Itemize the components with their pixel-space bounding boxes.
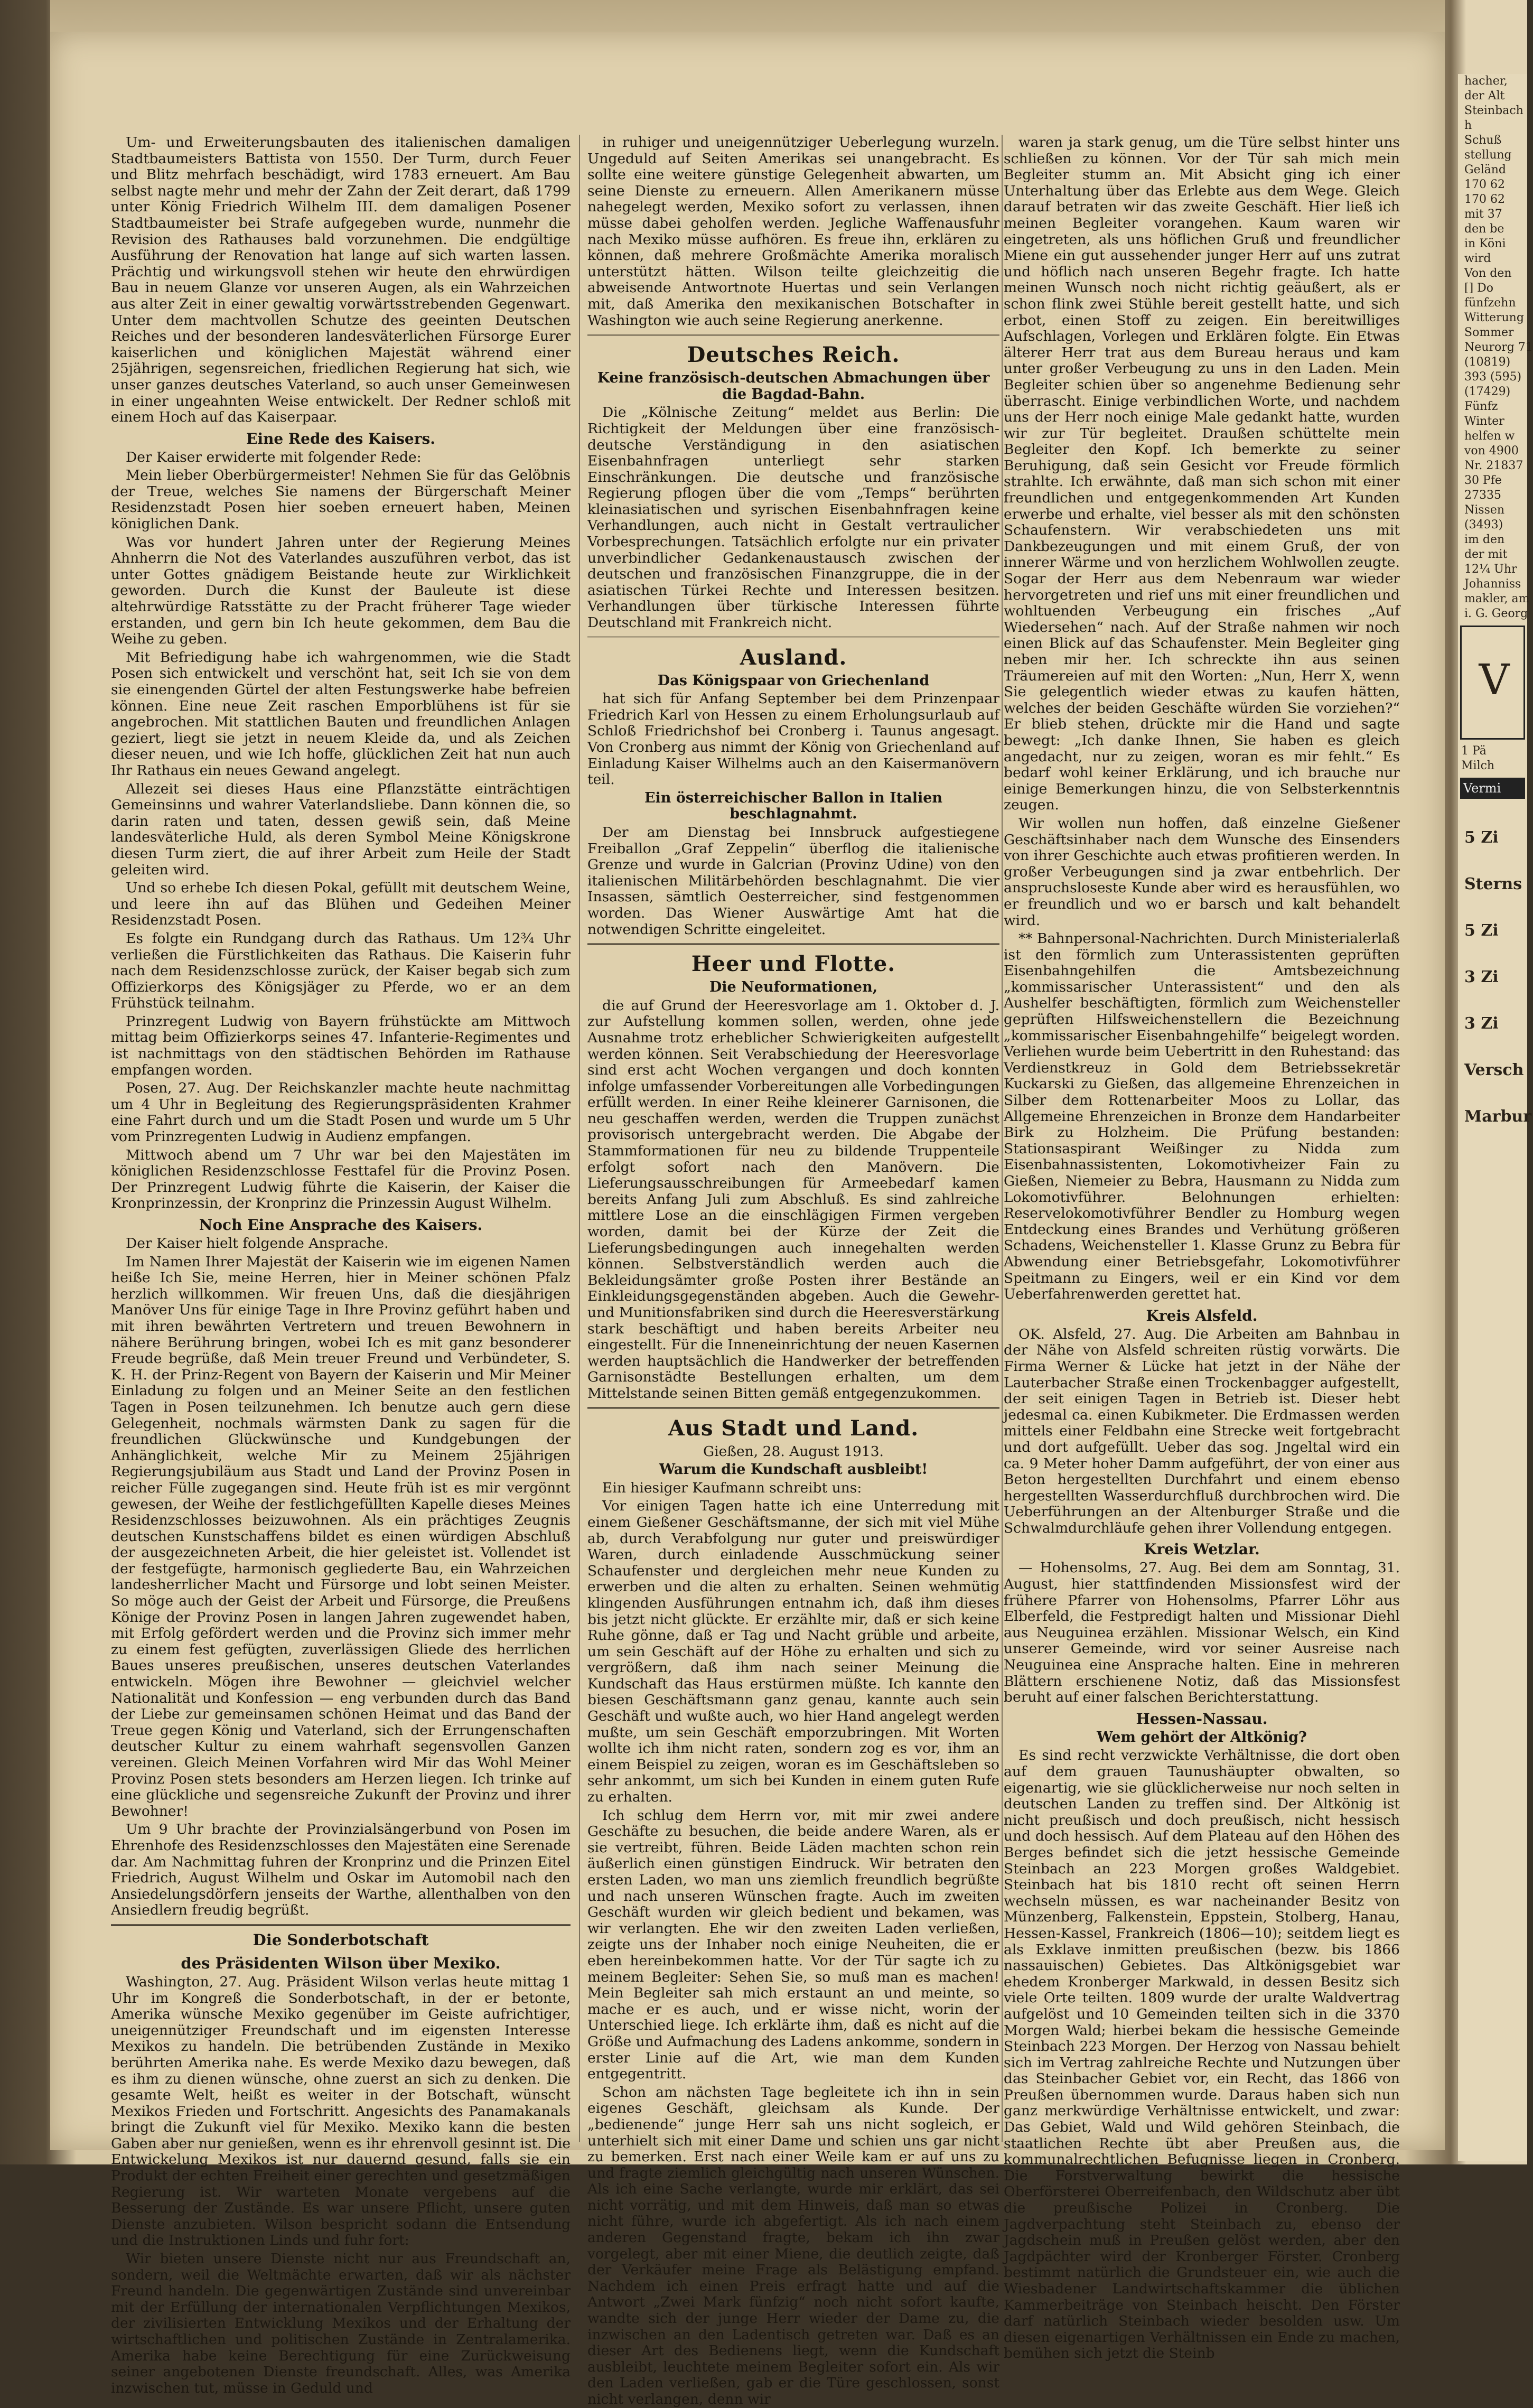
article-text: hat sich für Anfang September bei dem Prinzenpaar Friedrich Karl von Hessen zu einem Erholungsurlaub auf Schloß Friedrichshof bei Cronberg i. Taunus angesagt. Von Cronberg aus nimmt der König von Griechenland auf Einladung Kaiser Wilhelms auch an den Kaisermanövern teil. xyxy=(587,690,999,788)
classified-ad: 3 Zi xyxy=(1464,968,1499,986)
adjacent-page-line: 170 62 xyxy=(1464,193,1505,206)
article-text: die auf Grund der Heeresvorlage am 1. Oktober d. J. zur Aufstellung kommen sollen, werden, ohne jede Ausnahme trotz erheblicher Schwierigkeiten aufgestellt werden können. Seit Verabschiedung der Heeresvorlage sind erst acht Wochen vergangen und doch konnten infolge umfassender Vorbereitungen alle Vorbedingungen erfüllt werden. In einer Reihe kleinerer Garnisonen, die neu geschaffen werden, werden die Truppen zunächst provisorisch untergebracht werden. Die Abgabe der Stammformationen für neu zu bildende Truppenteile erfolgt sofort nach den Manövern. Die Lieferungsausschreibungen für Armeebedarf kamen bereits Anfang Juli zum Abschluß. Es sind zahlreiche mittlere Lose an die einschlägigen Firmen vergeben worden, damit bei der Kürze der Zeit die Lieferungsbedingungen auch innegehalten werden können. Selbstverständlich werden auch die Bekleidungsämter große Posten ihrer Bestände an Einkleidungsgegenständen abgeben. Auch die Gewehr- und Munitionsfabriken sind durch die Heeresverstärkung stark beschäftigt und haben bereits Arbeiter neu eingestellt. Für die Inneneinrichtung der neuen Kasernen werden hauptsächlich die Handwerker der betreffenden Garnisonstädte Bestellungen erhalten, um dem Mittelstande seinen Bitten gemäß entgegenzukommen. xyxy=(587,997,999,1402)
section-divider xyxy=(587,637,999,638)
headline-ansprache: Noch Eine Ansprache des Kaisers. xyxy=(199,1216,483,1234)
column-rule xyxy=(579,135,580,2142)
article-text: Der Kaiser hielt folgende Ansprache. xyxy=(126,1235,389,1252)
ad-box-sub: Milch xyxy=(1461,759,1495,772)
adjacent-page-line: der Alt xyxy=(1464,89,1505,102)
section-divider xyxy=(587,943,999,945)
adjacent-page-lines xyxy=(1458,74,1533,621)
article-text: ** Bahnpersonal-Nachrichten. Durch Ministerialerlaß ist den förmlich zum Unterassistenten geprüften Eisenbahngehilfen die Amtsbezeichnung „kommissarischer Unterassistent“ und den als Aushelfer beschäftigten, förmlich zum Weichensteller geprüften Hilfsweichenstellern die Bezeichnung „kommissarischer Eisenbahngehilfe“ beigelegt worden. Verliehen wurde beim Uebertritt in den Ruhestand: das Verdienstkreuz in Gold dem Betriebssekretär Kuckarski zu Gießen, das allgemeine Ehrenzeichen in Silber dem Rottenarbeiter Moos zu Lollar, das Allgemeine Ehrenzeichen in Bronze dem Handarbeiter Birk zu Holzheim. Die Prüfung bestanden: Stationsaspirant Weißinger zu Nidda zum Eisenbahnassistenten, Lokomotivheizer Fain zu Gießen, Niemeier zu Bebra, Hausmann zu Nidda zum Lokomotivführer. Belohnungen erhielten: Reservelokomotivführer Bendler zu Homburg wegen Entdeckung eines Brandes und Verhütung größeren Schadens, Weichensteller 1. Klasse Grunz zu Bebra für Abwendung einer Betriebsgefahr, Lokomotivführer Speitmann zu Eingers, weil er ein Kind vor dem Ueberfahrenwerden gerettet hat. xyxy=(1004,930,1400,1303)
headline-wilson-1: Die Sonderbotschaft xyxy=(253,1930,429,1949)
article-text: Ich schlug dem Herrn vor, mit mir zwei andere Geschäfte zu besuchen, die beide andere Waren, als er sie vertreibt, führen. Beide Läden machten schon rein äußerlich einen günstigen Eindruck. Wir betraten den ersten Laden, wo man uns ziemlich freundlich begrüßte und nach unseren Wünschen fragte. Auch im zweiten Geschäft wurden wir gleich bedient und bekamen, was wir verlangten. Ehe wir den zweiten Laden verließen, zeigte uns der Inhaber noch einige Neuheiten, die er eben hereinbekommen hatte. Vor der Tür sagte ich zu meinem Begleiter: Sehen Sie, so muß man es machen! Mein Begleiter sah mich erstaunt an und meinte, so mache er es auch, und er wisse nicht, worin der Unterschied liege. Ich erklärte ihm, daß es nicht auf die Größe und Aufmachung des Ladens ankomme, sondern in erster Linie auf die Art, wie man dem Kunden entgegentritt. xyxy=(587,1807,999,2083)
article-text: Wir wollen nun hoffen, daß einzelne Gießener Geschäftsinhaber nach dem Wunsche des Einsenders von ihrer Geschichte auch etwas profitieren werden. In großer Verbeugungen sind ja zwar entbehrlich. Der anspruchsloseste Kunde aber wird es herausfühlen, wo er freundlich und wo er barsch und kalt behandelt wird. xyxy=(1004,815,1400,929)
adjacent-page-line: Fünfz xyxy=(1464,400,1498,413)
article-text: Schon am nächsten Tage begleitete ich ihn in sein eigenes Geschäft, gleichsam als Kunde. Der „bedienende“ junge Herr sah uns nicht sogleich, er unterhielt sich mit einer Dame und schien uns gar nicht zu bemerken. Erst nach einer Weile kam er auf uns zu und fragte ziemlich gleichgültig nach unseren Wünschen. Als ich eine Sache verlangte, wurde mir erklärt, das sei nicht vorrätig, und mit dem Hinweis, daß man so etwas nicht führe, wurde ich abgefertigt. Als ich nach einem anderen Gegenstand fragte, bekam ich ihn zwar vorgelegt, aber mit einer Miene, die deutlich zeigte, daß der Verkäufer meine Frage als Belästigung empfand. Nachdem ich einen Preis erfragt hatte und auf die Antwort „Zwei Mark fünfzig“ noch nicht sofort kaufte, wandte sich der junge Herr wieder der Dame zu, die inzwischen an den Ladentisch getreten war. Daß es an dieser Art des Bedienens liegt, wenn die Kundschaft ausbleibt, leuchtete meinem Begleiter sofort ein. Als wir den Laden verließen, gab er die Türe geschlossen, sonst nicht verlangen, denn wir xyxy=(587,2084,999,2407)
adjacent-page-line: Johanniss xyxy=(1464,577,1521,591)
classified-ad: Versch xyxy=(1464,1061,1524,1079)
classified-ad: Sterns xyxy=(1464,875,1522,893)
adjacent-page-line: (3493) xyxy=(1464,518,1503,531)
subheadline: Wem gehört der Altkönig? xyxy=(1097,1729,1307,1746)
adjacent-page-line: helfen w xyxy=(1464,430,1515,443)
subheadline: Die Neuformationen, xyxy=(709,979,878,996)
adjacent-page-line: mit 37 xyxy=(1464,208,1502,221)
adjacent-page-line: im den xyxy=(1464,533,1505,546)
classified-header: Vermi xyxy=(1460,778,1525,799)
section-divider xyxy=(111,1924,571,1926)
adjacent-page-line: Sommer xyxy=(1464,326,1514,339)
article-text: Um 9 Uhr brachte der Provinzialsängerbund von Posen im Ehrenhofe des Residenzschlosses den Majestäten eine Serenade dar. Am Nachmittag fuhren der Kronprinz und die Prinzen Eitel Friedrich, August Wilhelm und Oskar im Automobil nach den Ansiedelungsdörfern jenseits der Warthe, allenthalben von den Ansiedlern freudig begrüßt. xyxy=(111,1821,571,1919)
adjacent-page-line: 30 Pfe xyxy=(1464,474,1502,487)
classified-ads xyxy=(1458,828,1532,1126)
section-divider xyxy=(587,1407,999,1409)
classified-ad: 5 Zi xyxy=(1464,921,1499,940)
article-text: Im Namen Ihrer Majestät der Kaiserin wie im eigenen Namen heiße Ich Sie, meine Herren, hier in Meiner schönen Pfalz herzlich willkommen. Wir freuen Uns, daß die diesjährigen Manöver Uns für einige Tage in Ihre Provinz geführt haben und mit ihren bewährten Vertretern und treuen Bewohnern in nähere Berührung bringen, wobei Ich es mit ganz besonderer Freude begrüße, daß Mein treuer Freund und Verbündeter, S. K. H. der Prinz-Regent von Bayern der Kaiserin und Mir Meiner Einladung zu folgen und an Meiner Seite an den festlichen Tagen in Posen teilzunehmen. Ich benutze auch gern diese Gelegenheit, nochmals wärmsten Dank zu sagen für die freundlichen Glückwünsche und Kundgebungen der Anhänglichkeit, welche Mir zu Meinem 25jährigen Regierungsjubiläum aus Stadt und Land der Provinz Posen in reicher Fülle zugegangen sind. Heute früh ist es mir vergönnt gewesen, der Weihe der festlichgefüllten Kapelle dieses Meines Residenzschlosses beizuwohnen. Als ein prächtiges Zeugnis deutschen Kunstschaffens bildet es einen würdigen Abschluß der ausgezeichneten Arbeit, die hier geleistet ist. Vollendet ist der festgefügte, harmonisch gegliederte Bau, ein Wahrzeichen landesherrlicher Macht und Fürsorge und lobt seinen Meister. So möge auch der Geist der Arbeit und Fürsorge, die Preußens Könige der Provinz Posen in langen Jahren zugewendet haben, mit Erfolg gefördert werden und die Provinz sich immer mehr zu einem fest gefügten, zuverlässigen Gliede des herrlichen Baues unseres preußischen, unseres deutschen Vaterlandes entwickeln. Mögen ihre Bewohner — gleichviel welcher Nationalität und Konfession — eng verbunden durch das Band der Liebe zur gemeinsamen schönen Heimat und das Band der Treue gegen König und Vaterland, sich der Errungenschaften deutscher Kultur zu einem wahrhaft segensvollen Ganzen vereinen. Gleich Meinen Vorfahren wird Mir das Wohl Meiner Provinz Posen stets besonders am Herzen liegen. Ich trinke auf eine glückliche und segensreiche Zukunft der Provinz und ihrer Bewohner! xyxy=(111,1253,571,1819)
adjacent-page-line: fünfzehn xyxy=(1464,296,1516,310)
headline-wilson-2: des Präsidenten Wilson über Mexiko. xyxy=(181,1954,501,1972)
headline-nassau: Hessen-Nassau. xyxy=(1136,1710,1268,1728)
adjacent-page-line: (17429) xyxy=(1464,385,1511,398)
article-text: Mit Befriedigung habe ich wahrgenommen, wie die Stadt Posen sich entwickelt und verschönt hat, seit Ich sie von dem sie einengenden Gürtel der alten Festungswerke habe befreien können. Eine neue Zeit raschen Emporblühens ist für sie angebrochen. Mit stattlichen Bauten und freundlichen Anlagen geziert, liegt sie jetzt in neuem Kleide da, und als Zeichen dieser neuen, und wie Ich hoffe, glücklichen Zeit hat nun auch Ihr Rathaus ein neues Gewand angelegt. xyxy=(111,649,571,779)
adjacent-page-line: Nr. 21837 xyxy=(1464,459,1523,472)
article-text: in ruhiger und uneigennütziger Ueberlegung wurzeln. Ungeduld auf Seiten Amerikas sei unangebracht. Es sollte eine weitere günstige Gelegenheit abwarten, um seine Dienste zu erneuern. Allen Amerikanern müsse nahegelegt werden, Mexiko sofort zu verlassen, ihnen müsse dabei geholfen werden. Jegliche Waffenausfuhr nach Mexiko müsse aufhören. Es freue ihn, erklären zu können, daß mehrere Großmächte Amerika moralisch unterstützt hätten. Wilson teilte gleichzeitig die abweisende Antwortnote Huertas und sein Verlangen mit, daß Amerika den mexikanischen Botschafter in Washington wie auch seine Regierung anerkenne. xyxy=(587,134,999,329)
adjacent-page-line: wird xyxy=(1464,252,1491,265)
adjacent-page-line: den be xyxy=(1464,222,1504,236)
section-title-reich: Deutsches Reich. xyxy=(687,342,900,368)
article-text: Der am Dienstag bei Innsbruck aufgestiegene Freiballon „Graf Zeppelin“ überflog die italienische Grenze und wurde in Galcrian (Provinz Udine) von den italienischen Militärbehörden beschlagnahmt. Die vier Insassen, sämtlich Oesterreicher, sind festgenommen worden. Das Wiener Auswärtige Amt hat die notwendigen Schritte eingeleitet. xyxy=(587,824,999,938)
article-text: — Hohensolms, 27. Aug. Bei dem am Sonntag, 31. August, hier stattfindenden Missionsfest wird der frühere Pfarrer von Hohensolms, Pfarrer Löhr aus Elberfeld, die Festpredigt halten und Missionar Diehl aus Neuguinea erzählen. Missionar Welsch, ein Kind unserer Gemeinde, wird vor seiner Ausreise nach Neuguinea eine Ansprache halten. Eine in mehreren Blättern erschienene Notiz, daß das Missionsfest beruht auf einer falschen Berichterstattung. xyxy=(1004,1560,1400,1706)
adjacent-page-line: (10819) xyxy=(1464,356,1511,369)
adjacent-page-line: stellung xyxy=(1464,148,1512,162)
adjacent-page-line: Winter xyxy=(1464,415,1504,428)
adjacent-page-line: makler, am xyxy=(1464,592,1530,605)
section-title-stadt: Aus Stadt und Land. xyxy=(668,1415,919,1441)
adjacent-page-line: i. G. Georg xyxy=(1464,607,1528,620)
subheadline: Ein österreichischer Ballon in Italien beschlagnahmt. xyxy=(644,789,943,823)
adjacent-page-line: Nissen xyxy=(1464,503,1505,517)
adjacent-page-strip xyxy=(1458,74,1533,2161)
article-text: Was vor hundert Jahren unter der Regierung Meines Ahnherrn die Not des Vaterlandes auszuführen verbot, das ist unter Gottes gnädigem Beistande heute zur Wirklichkeit geworden. Durch die Kunst der Bauleute ist diese altehrwürdige Ratsstätte zu der Pracht früherer Tage wieder erstanden, und gern bin Ich heute gekommen, dem Bau die Weihe zu geben. xyxy=(111,534,571,648)
adjacent-page-line: h xyxy=(1464,119,1472,132)
section-title-ausland: Ausland. xyxy=(740,645,847,670)
adjacent-page-line: 27335 xyxy=(1464,489,1501,502)
adjacent-page-line: 12¼ Uhr xyxy=(1464,563,1517,576)
ad-box-letter: V xyxy=(1479,655,1510,704)
column-rule xyxy=(1002,135,1003,2142)
article-text: Mein lieber Oberbürgermeister! Nehmen Sie für das Gelöbnis der Treue, welches Sie namens der Bürgerschaft Meiner Residenzstadt Posen hier soeben erneuert haben, Meinen königlichen Dank. xyxy=(111,467,571,533)
ad-box-sub: 1 Pä xyxy=(1461,744,1487,758)
article-text: Ein hiesiger Kaufmann schreibt uns: xyxy=(602,1479,862,1496)
adjacent-page-line: 170 62 xyxy=(1464,178,1505,191)
section-title-heer: Heer und Flotte. xyxy=(691,951,896,977)
section-divider xyxy=(587,334,999,335)
classified-ad: Marbur xyxy=(1464,1107,1532,1126)
article-text: Der Kaiser erwiderte mit folgender Rede: xyxy=(126,449,422,465)
adjacent-page-line: Von den xyxy=(1464,267,1512,280)
headline-rede: Eine Rede des Kaisers. xyxy=(246,430,435,447)
article-text: Washington, 27. Aug. Präsident Wilson verlas heute mittag 1 Uhr im Kongreß die Sonderbotschaft, in der er betonte, Amerika wünsche Mexiko gegenüber im Geiste aufrichtiger, uneigennütziger Freundschaft und im eigensten Interesse Mexikos zu handeln. Die betrübenden Zustände in Mexiko berührten Amerika nahe. Es werde Mexiko dazu bewegen, daß es ihm zu dienen wünsche, ohne zuerst an sich zu denken. Die gesamte Welt, heißt es weiter in der Botschaft, wünscht Mexikos Frieden und Fortschritt. Angesichts des Panamakanals bringt die Zukunft viel für Mexiko. Mexiko kann die besten Gaben aber nur genießen, wenn es ihr ehrenvoll gesinnt ist. Die Entwickelung Mexikos ist nur dauernd gesund, falls sie ein Produkt der echten Freiheit einer gerechten und gesetzmäßigen Regierung ist. Wir warteten Monate vergebens auf die Besserung der Zustände. Es war unsere Pflicht, unsere guten Dienste anzubieten. Wilson bespricht sodann die Entsendung und die Instruktionen Linds und fuhr fort: xyxy=(111,1973,571,2249)
article-text: Die „Kölnische Zeitung“ meldet aus Berlin: Die Richtigkeit der Meldungen über eine französisch-deutsche Verständigung in den asiatischen Eisenbahnfragen unterliegt sehr starken Einschränkungen. Die deutsche und französische Regierung pflogen über die vom „Temps“ berührten kleinasiatischen und syrischen Eisenbahnfragen keine Verhandlungen, auch nicht in Gestalt vertraulicher Vorbesprechungen. Tatsächlich erfolgte nur ein privater unverbindlicher Gedankenaustausch zwischen der deutschen und französischen Finanzgruppe, die in der asiatischen Türkei Rechte und Interessen besitzen. Verhandlungen über türkische Interessen führte Deutschland mit Frankreich nicht. xyxy=(587,404,999,631)
headline-alsfeld: Kreis Alsfeld. xyxy=(1146,1306,1258,1324)
classified-ad: 3 Zi xyxy=(1464,1014,1499,1033)
article-text: Und so erhebe Ich diesen Pokal, gefüllt mit deutschem Weine, und leere ihn auf das Blühen und Gedeihen Meiner Residenzstadt Posen. xyxy=(111,880,571,929)
article-text: Vor einigen Tagen hatte ich eine Unterredung mit einem Gießener Geschäftsmanne, der sich mit viel Mühe ab, durch Verabfolgung nur guter und preiswürdiger Waren, durch einladende Ausschmückung seiner Schaufenster und dergleichen mehr neue Kunden zu erwerben und die alten zu erhalten. Seinen wehmütig klingenden Ausführungen entnahm ich, daß ihm dieses bis jetzt nicht glückte. Er erzählte mir, daß er sich keine Ruhe gönne, daß er Tag und Nacht grüble und arbeite, um sein Geschäft auf der Höhe zu erhalten und sich zu vergrößern, daß ihm nach seiner Meinung die Kundschaft das Haus erstürmen müßte. Ich kannte den biesen Geschäftsmann ganz genau, kannte auch sein Geschäft und wußte auch, wo hier Hand angelegt werden mußte, um sein Geschäft emporzubringen. Mit Worten wollte ich ihm nicht raten, sondern zog es vor, ihm an einem Beispiel zu zeigen, woran es im Geschäftsleben so sehr ankommt, um sich bei Kunden in einem guten Rufe zu erhalten. xyxy=(587,1498,999,1806)
adjacent-page-line: Neurorg 71 xyxy=(1464,341,1533,354)
adjacent-page-line: [] Do xyxy=(1464,282,1494,295)
adjacent-page-line: Steinbach xyxy=(1464,104,1523,117)
article-text: OK. Alsfeld, 27. Aug. Die Arbeiten am Bahnbau in der Nähe von Alsfeld schreiten rüstig vorwärts. Die Firma Werner & Lücke hat jetzt in der Nähe der Lauterbacher Straße einen Trockenbagger aufgestellt, der seit einigen Tagen in Betrieb ist. Dieser hebt jedesmal ca. einen Kubikmeter. Die Erdmassen werden mittels einer Feldbahn eine Strecke weit fortgebracht und dort aufgefüllt. Ueber das sog. Jngeltal wird ein ca. 9 Meter hoher Damm aufgeführt, der von einer aus Beton hergestellten Durchfahrt und einem ebenso hergestellten Wasserdurchfluß durchbrochen wird. Die Ueberführungen an der Altenburger Straße und die Schwalmdurchläufe gehen ihrer Vollendung entgegen. xyxy=(1004,1326,1400,1536)
article-text: waren ja stark genug, um die Türe selbst hinter uns schließen zu können. Vor der Tür sah mich mein Begleiter stumm an. Mit Absicht ging ich einer Unterhaltung über das Erlebte aus dem Wege. Gleich darauf betraten wir das zweite Geschäft. Hier ließ ich meinen Begleiter vorangehen. Kaum waren wir eingetreten, als uns höflichen Gruß und freundlicher Miene ein gut aussehender junger Herr auf uns zutrat und höflich nach unseren Begehr fragte. Ich hatte meinen Wunsch noch nicht richtig geäußert, als er schon flink zwei Stühle bereit gestellt hatte, und sich erbot, einen Stoff zu zeigen. Ein bereitwilliges Aufschlagen, Vorlegen und Erklären folgte. Ein Etwas älterer Herr trat aus dem Bureau heraus und kam unter großer Verbeugung zu uns in den Laden. Mein Begleiter schien über so angenehme Bedienung sehr überrascht. Einige verbindlichen Worte, und nachdem uns der Herr noch einige Male gedankt hatte, wurden wir zur Tür begleitet. Draußen schüttelte mein Begleiter den Kopf. Ich bemerkte zu seiner Beruhigung, daß sein Gesicht vor Freude förmlich strahlte. Ich erwähnte, daß man sich schon mit einer freundlichen und entgegenkommenden Art Kunden erwerbe und erhalte, viel besser als mit den schönsten Schaufenstern. Wir verabschiedeten uns mit Dankbezeugungen und mit einem Gruß, der von innerer Wärme und von herzlichem Wohlwollen zeugte. Sogar der Herr aus dem Nebenraum war wieder hervorgetreten und rief uns mit einer freundlichen und wohltuenden Verbeugung ein frisches „Auf Wiedersehen“ nach. Auf der Straße nahmen wir noch einen Blick auf das Schaufenster. Mein Begleiter ging neben mir her. Ich schreckte ihn aus seinen Träumereien auf mit den Worten: „Nun, Herr X, wenn Sie gelegentlich wieder etwas zu kaufen hätten, welches der beiden Geschäfte würden Sie vorziehen?“ Er blieb stehen, drückte mir die Hand und sagte bewegt: „Ich danke Ihnen, Sie haben es gleich angedacht, nur zu zeigen, woran es mir fehlt.“ Es bedarf wohl keiner Erklärung, und ich brauche nur einige Bemerkungen hinzu, die von Selbsterkenntnis zeugen. xyxy=(1004,134,1400,814)
dateline: Gießen, 28. August 1913. xyxy=(703,1443,884,1460)
column-3 xyxy=(1004,134,1400,2362)
adjacent-page-line: Geländ xyxy=(1464,163,1506,176)
classified-ad: 5 Zi xyxy=(1464,828,1499,847)
adjacent-page-line: der mit xyxy=(1464,548,1508,561)
column-2 xyxy=(587,134,999,2407)
column-1 xyxy=(111,134,571,2396)
adjacent-page-line: hacher, xyxy=(1464,74,1508,88)
subheadline: Das Königspaar von Griechenland xyxy=(657,672,930,689)
subheadline: Warum die Kundschaft ausbleibt! xyxy=(659,1461,928,1478)
article-text: Allezeit sei dieses Haus eine Pflanzstätte einträchtigen Gemeinsinns und wahrer Vaterlandsliebe. Dann können die, so darin raten und taten, dessen gewiß sein, daß Meine landesväterliche Huld, als deren Symbol Meine Königskrone diesen Turm ziert, die auf ihrer Arbeit zum Heile der Stadt geleiten wird. xyxy=(111,780,571,878)
adjacent-page-line: in Köni xyxy=(1464,237,1506,250)
adjacent-page-line: von 4900 xyxy=(1464,444,1519,458)
article-text: Es sind recht verzwickte Verhältnisse, die dort oben auf dem grauen Taunushäupter obwalten, so eigenartig, wie sie glücklicherweise nur noch selten in deutschen Landen zu treffen sind. Der Altkönig ist nicht preußisch und doch preußisch, nicht hessisch und doch hessisch. Auf dem Plateau auf den Höhen des Berges befindet sich die jetzt hessische Gemeinde Steinbach an 223 Morgen großes Waldgebiet. Steinbach hat bis 1810 recht oft seinen Herrn wechseln müssen, es war nacheinander Besitz von Münzenberg, Falkenstein, Eppstein, Stolberg, Hanau, Hessen-Kassel, Frankreich (1806—10); seitdem liegt es als Exklave inmitten preußischen (bezw. bis 1866 nassauischen) Gebietes. Das Altkönigsgebiet war ehedem Kronberger Markwald, in dessen Besitz sich viele Orte teilten. 1809 wurde der uralte Waldvertrag aufgelöst und 10 Gemeinden teilten sich in die 3370 Morgen Wald; hierbei bekam die hessische Gemeinde Steinbach 223 Morgen. Der Herzog von Nassau behielt sich im Vertrag zahlreiche Rechte und Nutzungen über das Steinbacher Gebiet vor, ein Recht, das 1866 von Preußen übernommen wurde. Daraus haben sich nun ganz merkwürdige Verhältnisse entwickelt, und zwar: Das Gebiet, Wald und Wild gehören Steinbach, die staatlichen Rechte übt aber Preußen aus, die kommunalrechtlichen Befugnisse liegen in Cronberg. Die Forstverwaltung bewirkt die hessische Oberförsterei Oberreifenbach, den Wildschutz aber übt die preußische Polizei in Cronberg. Die Jagdverpachtung steht Steinbach zu, ebenso der Jagdschein muß in Preußen gelöst werden, aber den Jagdpächter wird der Kronberger Förster. Cronberg bestimmt natürlich die Grundsteuer ein, wie auch die Wiesbadener Landwirtschaftskammer die üblichen Kammerbeiträge von Steinbach heischt. Den Förster darf natürlich Steinbach wieder besolden usw. Um diesen eigenartigen Verhältnissen ein Ende zu machen, bemühen sich jetzt die Steinb xyxy=(1004,1747,1400,2362)
article-text: Mittwoch abend um 7 Uhr war bei den Majestäten im königlichen Residenzschlosse Festtafel für die Provinz Posen. Der Prinzregent Ludwig führte die Kaiserin, der Kaiser die Kronprinzessin, der Kronprinz die Prinzessin August Wilhelm. xyxy=(111,1146,571,1212)
headline-wetzlar: Kreis Wetzlar. xyxy=(1144,1541,1260,1558)
article-text: Wir bieten unsere Dienste nicht nur aus Freundschaft an, sondern, weil die Weltmächte erwarten, daß wir als nächster Freund handeln. Die gegenwärtigen Zustände sind unvereinbar mit der Erfüllung der internationalen Verpflichtungen Mexikos, der zivilisierten Entwicklung Mexikos und der Erhaltung der wirtschaftlichen und politischen Zustände in Zentralamerika. Amerika habe keine Berechtigung für eine Zurückweisung seiner angebotenen Dienste freundschaft. Alles, was Amerika inzwischen tut, müsse in Geduld und xyxy=(111,2251,571,2396)
ad-box xyxy=(1460,626,1525,740)
article-text: Es folgte ein Rundgang durch das Rathaus. Um 12¾ Uhr verließen die Fürstlichkeiten das Rathaus. Die Kaiserin fuhr nach dem Residenzschlosse zurück, der Kaiser begab sich zum Offizierkorps des Königsjäger zu Pferde, wo er an dem Frühstück teilnahm. xyxy=(111,930,571,1012)
adjacent-page-line: 393 (595) xyxy=(1464,370,1522,384)
adjacent-page-line: Schuß xyxy=(1464,134,1502,147)
subheadline: Keine französisch-deutschen Abmachungen über die Bagdad-Bahn. xyxy=(597,370,990,403)
article-text: Posen, 27. Aug. Der Reichskanzler machte heute nachmittag um 4 Uhr in Begleitung des Regierungspräsidenten Krahmer eine Fahrt durch und um die Stadt Posen und wurde um 5 Uhr vom Prinzregenten Ludwig in Audienz empfangen. xyxy=(111,1080,571,1145)
article-text: Prinzregent Ludwig von Bayern frühstückte am Mittwoch mittag beim Offizierkorps seines 47. Infanterie-Regimentes und ist nachmittags von den städtischen Behörden im Rathause empfangen worden. xyxy=(111,1013,571,1078)
article-text: Um- und Erweiterungsbauten des italienischen damaligen Stadtbaumeisters Battista von 1550. Der Turm, durch Feuer und Blitz mehrfach beschädigt, wird 1783 erneuert. Am Bau selbst nagte mehr und mehr der Zahn der Zeit derart, daß 1799 unter König Friedrich Wilhelm III. dem damaligen Posener Stadtbaumeister bei Strafe aufgegeben wurde, nunmehr die Revision des Rathauses bald vorzunehmen. Die endgültige Ausführung der Renovation hat lange auf sich warten lassen. Prächtig und wirkungsvoll stehen wir heute den ehrwürdigen Bau in neuem Glanze vor unseren Augen, als ein Wahrzeichen aus alter Zeit in einer gewaltig vorwärtsstrebenden Gegenwart. Unter dem machtvollen Schutze des geeinten Deutschen Reiches und der besonderen landesväterlichen Fürsorge Eurer kaiserlichen und königlichen Majestät während einer 25jährigen, segensreichen, friedlichen Regierung hat sich, wie unser ganzes deutsches Vaterland, so auch unser Gemeinwesen in einer ungeahnten Weise entwickelt. Der Redner schloß mit einem Hoch auf das Kaiserpaar. xyxy=(111,134,571,426)
adjacent-page-line: Witterung xyxy=(1464,311,1524,324)
